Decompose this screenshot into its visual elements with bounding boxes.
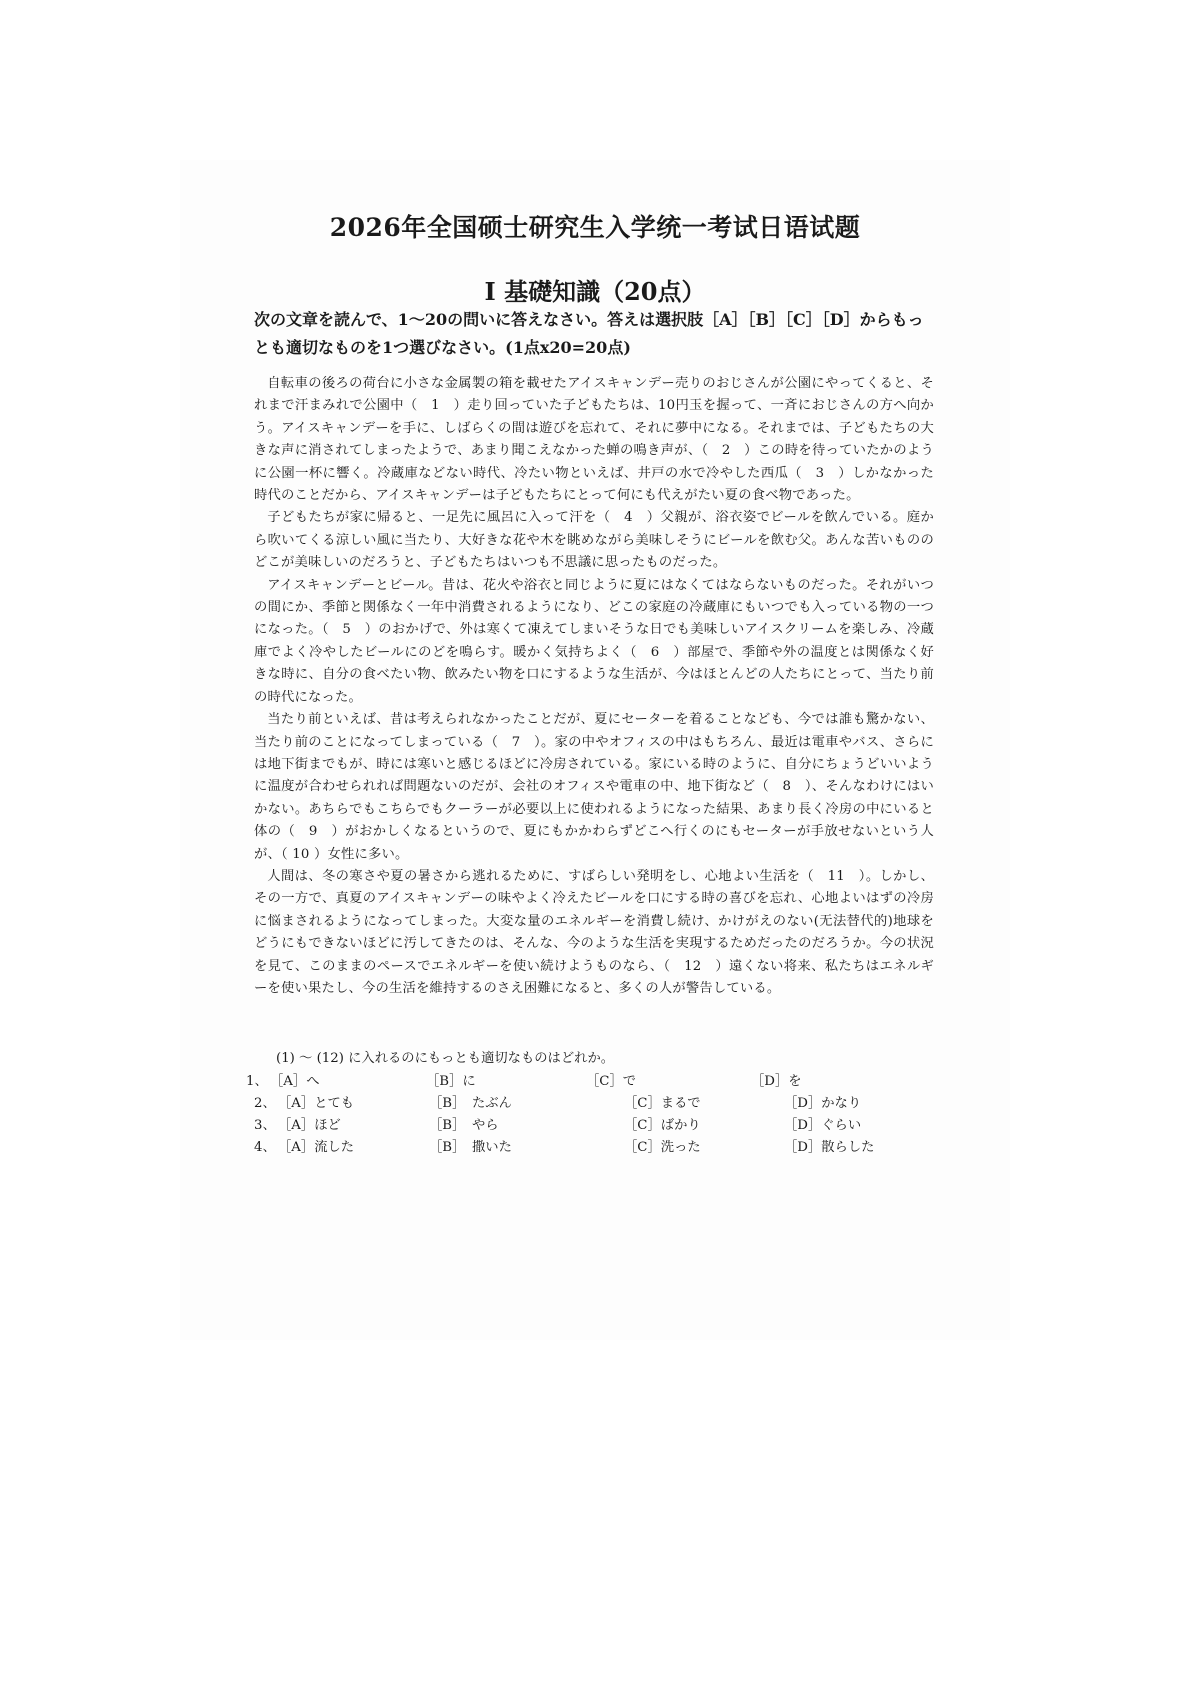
passage-paragraph: 人間は、冬の寒さや夏の暑さから逃れるために、すばらしい発明をし、心地よい生活を（ 11 ）。しかし、その一方で、真夏のアイスキャンデーの味やよく冷えたビールを口にする時の喜びを忘れ、心地よいはずの冷房に悩まされるようになってしまった。大変な量のエネルギーを消費し続け、かけがえのない(无法替代的)地球をどうにもできないほどに汚してきたのは、そんな、今のような生活を実現するためだったのだろうか。今の状況を見て、このままのペースでエネルギーを使い続けようものなら、（ 12 ）遠くない将来、私たちはエネルギーを使い果たし、今の生活を維持するのさえ困難になると、多くの人が警告している。 (254, 868, 934, 996)
option-d: ［D］を (751, 1074, 802, 1089)
option-b: ［B］ やら (429, 1118, 499, 1133)
question-number: 2、 (254, 1096, 276, 1111)
option-c: ［C］まるで (624, 1096, 701, 1111)
passage-paragraph: アイスキャンデーとビール。昔は、花火や浴衣と同じように夏にはなくてはならないものだった。それがいつの間にか、季節と関係なく一年中消費されるようになり、どこの家庭の冷蔵庫にもいつでも入っている物の一つになった。（ 5 ）のおかげで、外は寒くて凍えてしまいそうな日でも美味しいアイスクリームを楽しみ、冷蔵庫でよく冷やしたビールにのどを鳴らす。暖かく気持ちよく（ 6 ）部屋で、季節や外の温度とは関係なく好きな時に、自分の食べたい物、飲みたい物を口にするような生活が、今はほとんどの人たちにとって、当たり前の時代になった。 (254, 577, 934, 705)
option-d: ［D］ぐらい (784, 1118, 862, 1133)
option-a: ［A］流した (278, 1140, 355, 1155)
option-a: ［A］ほど (278, 1118, 341, 1133)
question-list (246, 1048, 934, 1159)
question-row (246, 1071, 934, 1093)
option-c: ［C］洗った (624, 1140, 701, 1155)
question-prompt: (1) ～ (12) に入れるのにもっとも適切なものはどれか。 (276, 1051, 615, 1066)
question-number: 4、 (254, 1140, 276, 1155)
question-row (254, 1137, 934, 1159)
section-title: I 基礎知識（20点） (484, 277, 706, 306)
section-instructions: 次の文章を読んで、1～20の問いに答えなさい。答えは選択肢［A］［B］［C］［D］からもっとも適切なものを1つ選びなさい。(1点x20=20点) (254, 310, 924, 357)
question-number: 3、 (254, 1118, 276, 1133)
option-a: ［A］とても (278, 1096, 355, 1111)
passage-paragraph: 自転車の後ろの荷台に小さな金属製の箱を載せたアイスキャンデー売りのおじさんが公園にやってくると、それまで汗まみれで公園中（ 1 ）走り回っていた子どもたちは、10円玉を握って、一斉におじさんの方へ向かう。アイスキャンデーを手に、しばらくの間は遊びを忘れて、それに夢中になる。それまでは、子どもたちの大きな声に消されてしまったようで、あまり聞こえなかった蝉の鳴き声が、（ 2 ）この時を待っていたかのように公園一杯に響く。冷蔵庫などない時代、冷たい物といえば、井戸の水で冷やした西瓜（ 3 ）しかなかった時代のことだから、アイスキャンデーは子どもたちにとって何にも代えがたい夏の食べ物であった。 (254, 376, 934, 504)
option-d: ［D］かなり (784, 1096, 862, 1111)
reading-passage (254, 373, 934, 1000)
question-row (254, 1093, 934, 1115)
option-b: ［B］に (426, 1074, 476, 1089)
option-c: ［C］ばかり (624, 1118, 701, 1133)
passage-paragraph: 子どもたちが家に帰ると、一足先に風呂に入って汗を（ 4 ）父親が、浴衣姿でビールを飲んでいる。庭から吹いてくる涼しい風に当たり、大好きな花や木を眺めながら美味しそうにビールを飲む父。あんな苦いもののどこが美味しいのだろうと、子どもたちはいつも不思議に思ったものだった。 (254, 510, 934, 571)
passage-paragraph: 当たり前といえば、昔は考えられなかったことだが、夏にセーターを着ることなども、今では誰も驚かない、当たり前のことになってしまっている（ 7 ）。家の中やオフィスの中はもちろん、最近は電車やバス、さらには地下街までもが、時には寒いと感じるほどに冷房されている。家にいる時のように、自分にちょうどいいように温度が合わせられれば問題ないのだが、会社のオフィスや電車の中、地下街など（ 8 ）、そんなわけにはいかない。あちらでもこちらでもクーラーが必要以上に使われるようになった結果、あまり長く冷房の中にいると体の（ 9 ）がおかしくなるというので、夏にもかかわらずどこへ行くのにもセーターが手放せないという人が、（ 10 ）女性に多い。 (254, 712, 934, 862)
option-b: ［B］ たぶん (429, 1096, 512, 1111)
option-d: ［D］散らした (784, 1140, 875, 1155)
option-c: ［C］で (586, 1074, 637, 1089)
question-number: 1、 (246, 1074, 268, 1089)
document-title: 2026年全国硕士研究生入学统一考试日语试题 (329, 213, 861, 242)
option-a: ［A］へ (270, 1074, 320, 1089)
option-b: ［B］ 撒いた (429, 1140, 512, 1155)
question-row (254, 1115, 934, 1137)
